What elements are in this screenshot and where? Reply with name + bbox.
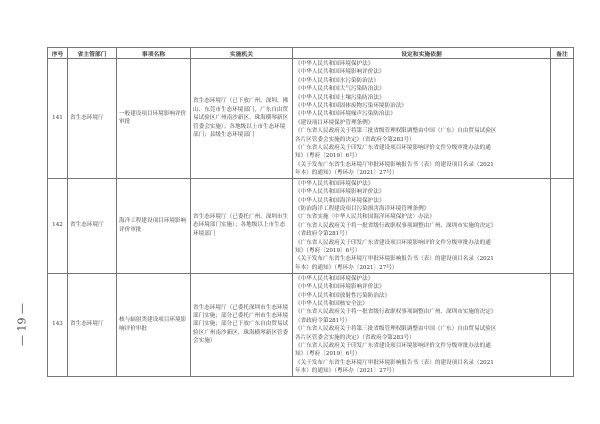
cell-note bbox=[551, 273, 574, 376]
cell-no-text: 143 bbox=[52, 321, 63, 328]
basis-line: 《中华人民共和国海洋环境保护法》 bbox=[295, 197, 385, 204]
cell-no bbox=[48, 59, 68, 179]
basis-line: 《中华人民共和国环境影响评价法》 bbox=[295, 284, 385, 291]
cell-no bbox=[48, 273, 68, 376]
basis-line: 《关于发布广东省生态环境厅审批环境影响报告书（表）的建设项目名录（2021 bbox=[295, 161, 494, 168]
basis-line: 《防治海洋工程建设项目污染损害海洋环境管理条例》 bbox=[295, 205, 430, 212]
basis-line: 《中华人民共和国环境保护法》 bbox=[295, 61, 374, 67]
cell-agency bbox=[191, 178, 293, 273]
basis-line: 《中华人民共和国大气污染防治法》 bbox=[295, 86, 385, 93]
cell-no-text: 142 bbox=[52, 222, 63, 229]
table-row bbox=[48, 273, 574, 376]
cell-item-text: 核与辐射类建设项目环境影响评价审批 bbox=[119, 317, 187, 332]
basis-line: 各片区管委会实施的决定》（省政府令第283号） bbox=[295, 136, 415, 143]
basis-line: 《广东省人民政府关于印发广东省建设项目环境影响评价文件分级审批办法的通 bbox=[295, 145, 491, 152]
cell-dept-text: 省生态环境厅 bbox=[70, 115, 104, 122]
basis-line: （省政府令第281号） bbox=[295, 231, 351, 238]
basis-line: 《广东省人民政府关于将一批省级行政职权事项调整由广州、深圳市实施的决定》 bbox=[295, 222, 497, 229]
basis-line: 知》（粤府〔2019〕6号） bbox=[295, 153, 361, 160]
header-basis: 设定和实施依据 bbox=[293, 48, 551, 59]
cell-basis bbox=[293, 273, 551, 376]
basis-line: 《中华人民共和国水污染防治法》 bbox=[295, 77, 379, 84]
cell-agency bbox=[191, 273, 293, 376]
basis-line: 《广东省人民政府关于印发广东省建设项目环境影响评价文件分级审批办法的通 bbox=[295, 239, 491, 246]
basis-line: 《中华人民共和国放射性污染防治法》 bbox=[295, 292, 391, 299]
approval-items-table bbox=[47, 47, 574, 377]
header-dept: 省主管部门 bbox=[68, 48, 117, 59]
basis-line: 年本）的通知》（粤环办〔2021〕27号） bbox=[295, 368, 398, 375]
table-header-row bbox=[48, 48, 574, 59]
basis-line: 《中华人民共和国环境保护法》 bbox=[295, 275, 374, 282]
cell-agency-text: 省生态环境厅（已下放广州、深圳、佛山、东莞市生态环境部门，广东自由贸易试验区广州南沙新区、珠海横琴新区管委会实施）；各地级以上市生态环境部门；县级生态环境部门 bbox=[193, 98, 289, 138]
cell-item bbox=[117, 178, 191, 273]
table-row bbox=[48, 59, 574, 179]
basis-line: 《广东省人民政府关于印发广东省建设项目环境影响评价文件分级审批办法的通 bbox=[295, 342, 491, 349]
basis-line: 《中华人民共和国土壤污染防治法》 bbox=[295, 94, 385, 101]
basis-line: 《建设项目环境保护管理条例》 bbox=[295, 119, 374, 126]
header-agency: 实施机关 bbox=[191, 48, 293, 59]
cell-dept bbox=[68, 178, 117, 273]
basis-line: 《广东省实施〈中华人民共和国海洋环境保护法〉办法》 bbox=[295, 214, 435, 221]
basis-line: 知》（粤府〔2019〕6号） bbox=[295, 247, 361, 254]
cell-note bbox=[551, 178, 574, 273]
cell-dept-text: 省生态环境厅 bbox=[70, 321, 104, 328]
basis-line: 《广东省人民政府关于将第三批省级管理权限调整由中国（广东）自由贸易试验区 bbox=[295, 326, 497, 333]
basis-line: 年本）的通知》（粤环办〔2021〕27号） bbox=[295, 264, 398, 271]
cell-agency-text: 省生态环境厅（已委托广州、深圳市生态环境部门实施）；各地级以上市生态环境部门 bbox=[193, 214, 289, 237]
cell-agency-text: 省生态环境厅（已委托深圳市生态环境部门实施；部分已委托广州市生态环境部门实施；部分已下放广东自由贸易试验区广州南沙新区、珠海横琴新区管委会实施） bbox=[193, 304, 289, 345]
cell-dept bbox=[68, 273, 117, 376]
page-number: — 19 — bbox=[15, 303, 29, 346]
basis-line: 《中华人民共和国环境影响评价法》 bbox=[295, 189, 385, 196]
cell-no-text: 141 bbox=[52, 115, 63, 122]
basis-line: 《中华人民共和国环境噪声污染防治法》 bbox=[295, 111, 396, 118]
cell-item bbox=[117, 59, 191, 179]
basis-line: 《中华人民共和国环境保护法》 bbox=[295, 180, 374, 187]
basis-line: 《广东省人民政府关于将第三批省级管理权限调整由中国（广东）自由贸易试验区 bbox=[295, 128, 497, 135]
cell-dept-text: 省生态环境厅 bbox=[70, 222, 104, 229]
cell-item-text: 海洋工程建设项目环境影响评价审批 bbox=[119, 218, 187, 233]
basis-line: 《广东省人民政府关于将一批省级行政职权事项调整由广州、深圳市实施的决定》 bbox=[295, 309, 497, 316]
cell-basis bbox=[293, 59, 551, 179]
header-note: 备注 bbox=[551, 48, 574, 59]
basis-line: （省政府令第281号） bbox=[295, 317, 351, 324]
basis-line: 《中华人民共和国核安全法》 bbox=[295, 300, 368, 307]
basis-line: 《关于发布广东省生态环境厅审批环境影响报告书（表）的建设项目名录（2021 bbox=[295, 359, 494, 366]
table-row bbox=[48, 178, 574, 273]
cell-dept bbox=[68, 59, 117, 179]
cell-basis bbox=[293, 178, 551, 273]
basis-line: 知》（粤府〔2019〕6号） bbox=[295, 351, 361, 358]
basis-line: 年本）的通知》（粤环办〔2021〕27号） bbox=[295, 170, 398, 177]
cell-agency bbox=[191, 59, 293, 179]
basis-line: 《中华人民共和国固体废物污染环境防治法》 bbox=[295, 103, 407, 110]
basis-line: 各片区管委会实施的决定》（省政府令第283号） bbox=[295, 334, 415, 341]
header-item: 事项名称 bbox=[117, 48, 191, 59]
header-no: 序号 bbox=[48, 48, 68, 59]
cell-item-text: 一般建设项目环境影响评价审批 bbox=[119, 110, 187, 126]
basis-line: 《关于发布广东省生态环境厅审批环境影响报告书（表）的建设项目名录（2021 bbox=[295, 256, 494, 263]
cell-no bbox=[48, 178, 68, 273]
cell-item bbox=[117, 273, 191, 376]
cell-note bbox=[551, 59, 574, 179]
basis-line: 《中华人民共和国环境影响评价法》 bbox=[295, 69, 385, 76]
